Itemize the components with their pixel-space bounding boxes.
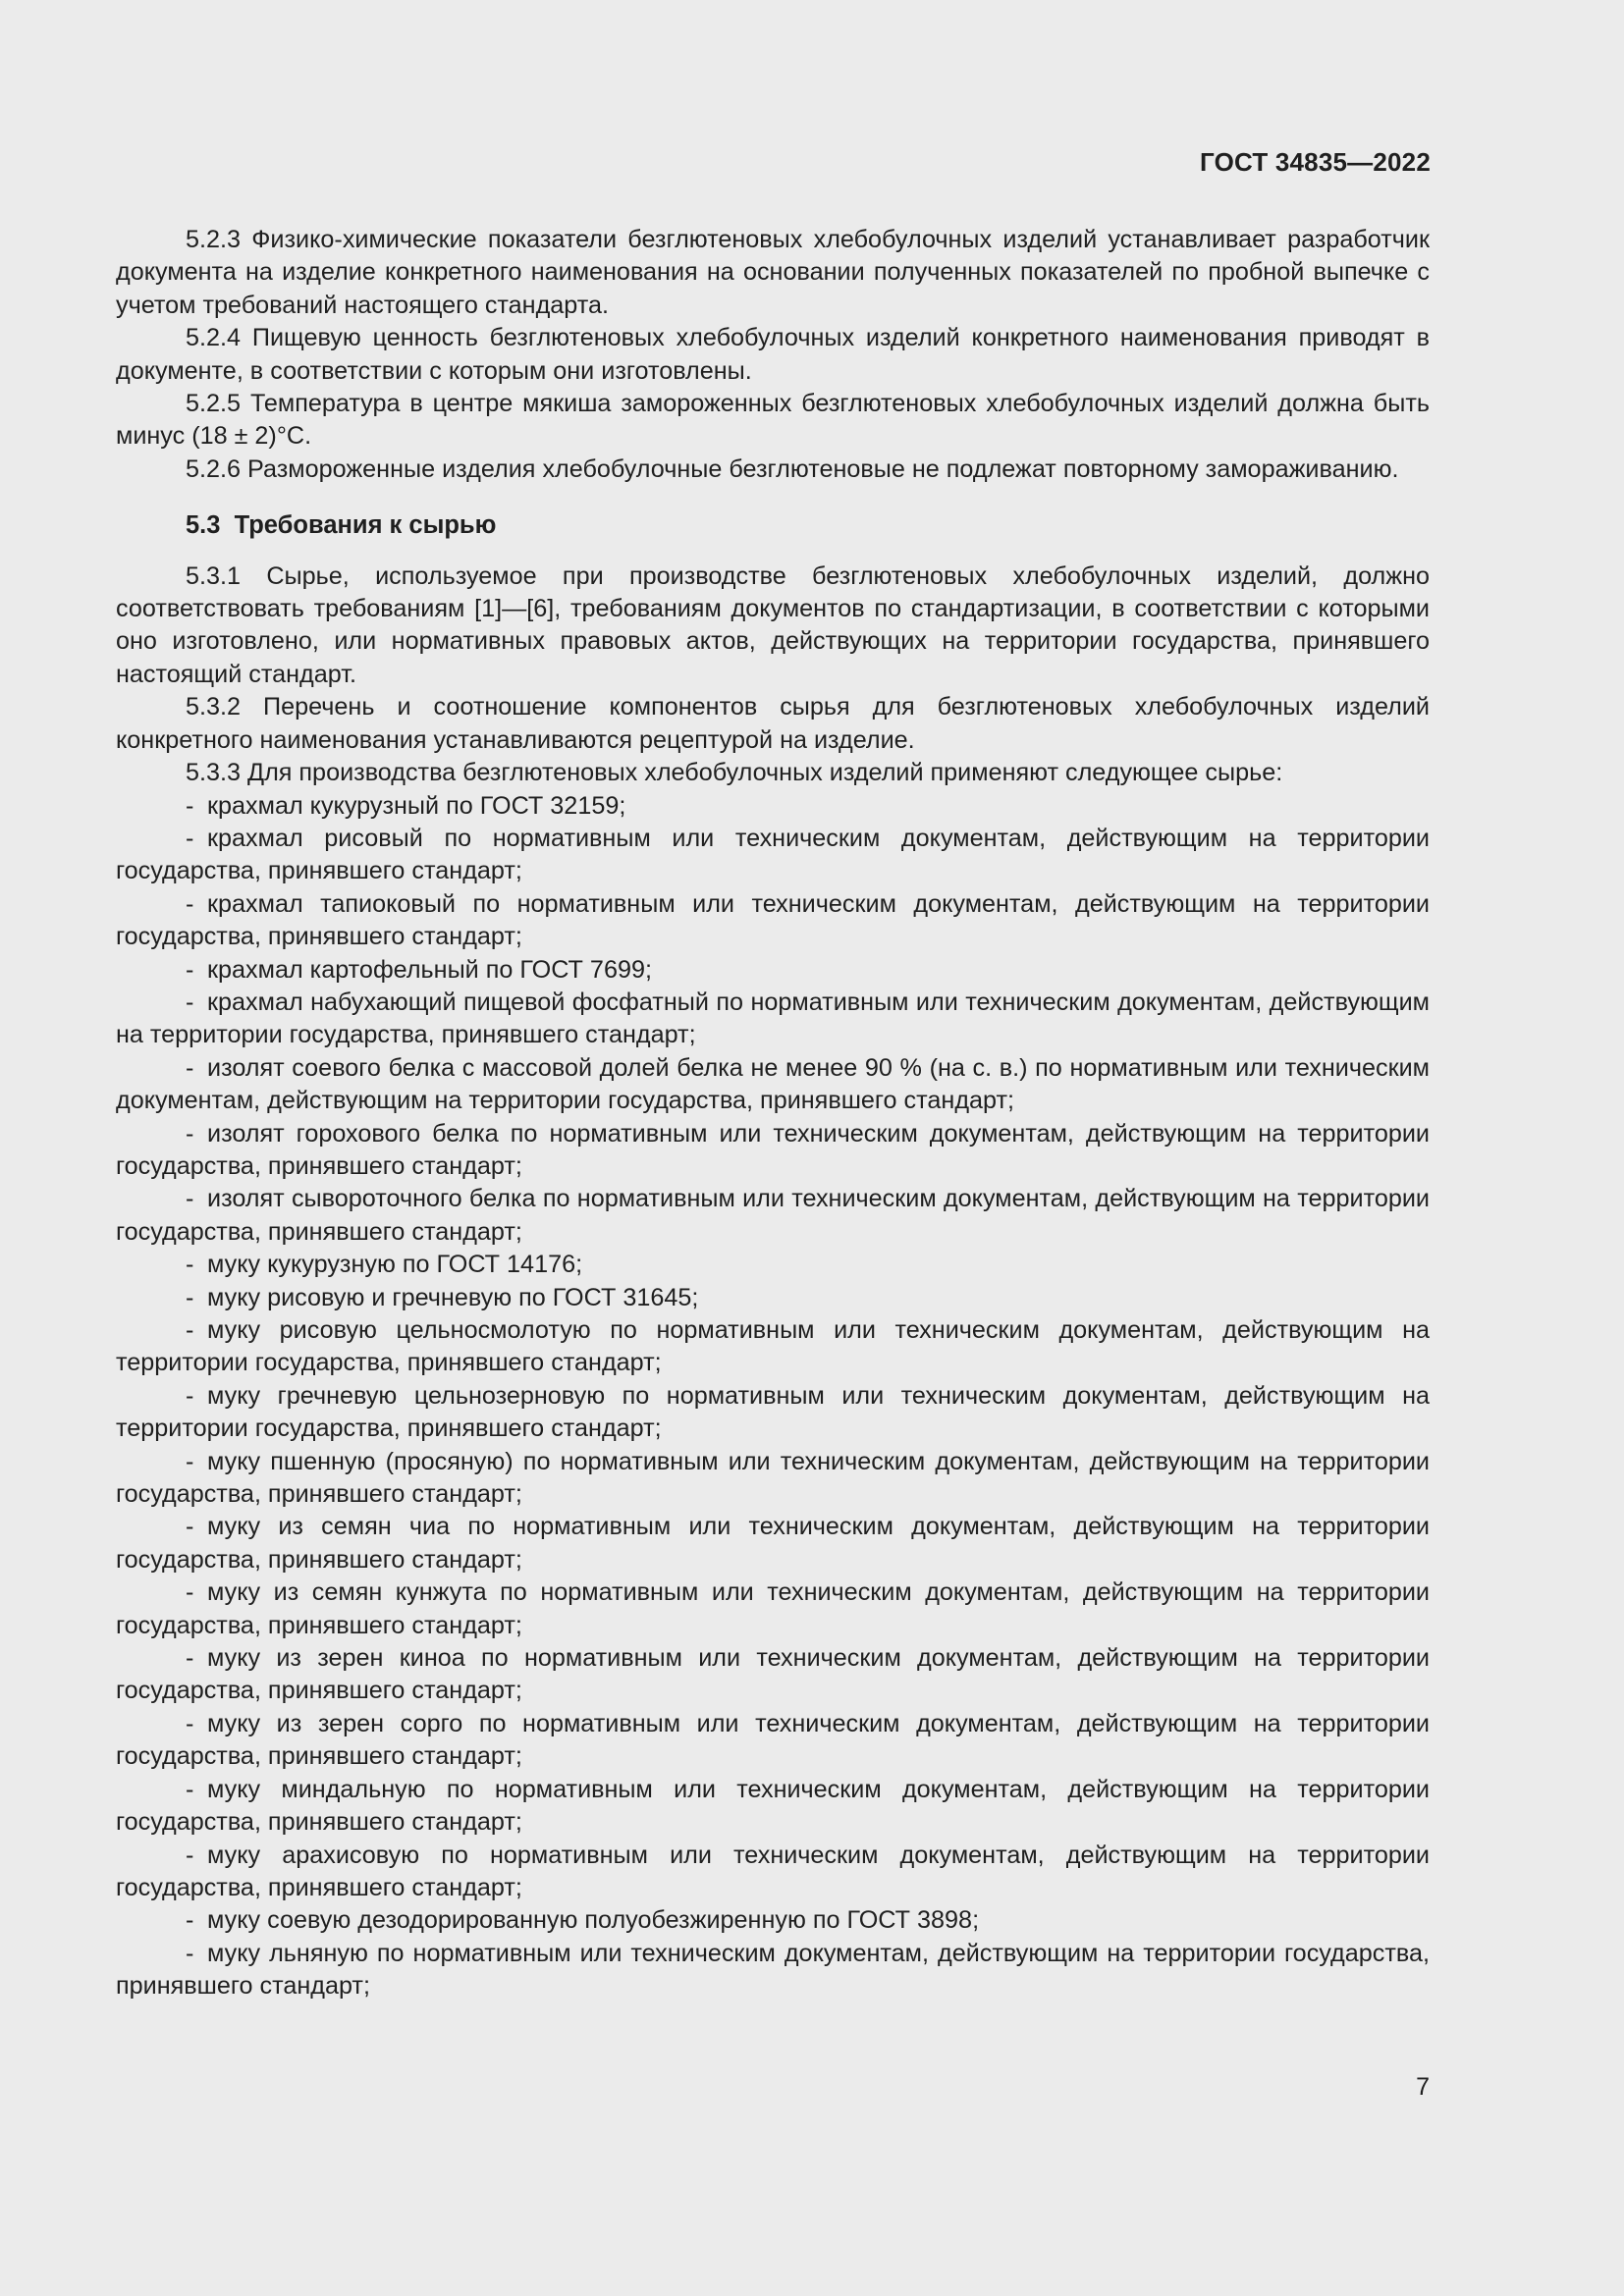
list-dash: - — [186, 1841, 194, 1869]
clause-number: 5.2.6 — [186, 454, 242, 483]
list-dash: - — [186, 1316, 194, 1344]
list-item — [116, 1774, 1430, 1840]
clause-text: Пищевую ценность безглютеновых хлебобулочных изделий конкретного наименования приводят в документе, в соответствии с которым они изготовлены. — [116, 324, 1430, 385]
paragraph-5-3-2 — [116, 691, 1430, 757]
list-dash: - — [186, 1709, 194, 1737]
list-item — [116, 1708, 1430, 1774]
paragraphs-top — [116, 224, 1430, 486]
list-item — [116, 1511, 1430, 1576]
list-dash: - — [186, 1119, 194, 1148]
document-body — [116, 224, 1430, 2003]
paragraph-5-2-3 — [116, 224, 1430, 322]
clause-text: Перечень и соотношение компонентов сырья для безглютеновых хлебобулочных изделий конкретного наименования устанавливаются рецептурой на изделие. — [116, 693, 1430, 754]
list-dash: - — [186, 1906, 194, 1935]
list-item-text: муку рисовую и гречневую по ГОСТ 31645; — [207, 1283, 699, 1311]
paragraphs-section — [116, 561, 1430, 790]
clause-number: 5.2.3 — [186, 226, 242, 253]
list-item-text: крахмал рисовый по нормативным или техническим документам, действующим на территории государства, принявшего стандарт; — [116, 824, 1430, 885]
list-dash: - — [186, 988, 194, 1016]
clause-text: Сырье, используемое при производстве безглютеновых хлебобулочных изделий, должно соответствовать требованиям [1]—[6], требованиям документов по стандартизации, в соответствии с которыми оно изготовлено, или нормативных правовых актов, действующих на территории государства, принявшего настоящий стандарт. — [116, 561, 1430, 688]
list-item — [116, 1642, 1430, 1708]
list-item — [116, 1380, 1430, 1446]
list-dash: - — [186, 955, 194, 984]
section-title: Требования к сырью — [234, 511, 497, 540]
clause-number: 5.3.3 — [186, 759, 242, 787]
list-dash: - — [186, 1381, 194, 1410]
list-dash: - — [186, 1283, 194, 1311]
list-item-text: крахмал набухающий пищевой фосфатный по нормативным или техническим документам, действующим на территории государства, принявшего стандарт; — [116, 988, 1430, 1049]
list-dash: - — [186, 824, 194, 852]
list-item — [116, 1183, 1430, 1249]
clause-number: 5.2.5 — [186, 390, 242, 418]
list-dash: - — [186, 791, 194, 820]
paragraph-5-2-5 — [116, 388, 1430, 454]
list-item — [116, 1282, 1430, 1314]
list-dash: - — [186, 1513, 194, 1541]
section-heading — [116, 509, 1430, 542]
list-dash: - — [186, 1939, 194, 1967]
list-item — [116, 1118, 1430, 1184]
list-item-text: муку миндальную по нормативным или техническим документам, действующим на территории государства, принявшего стандарт; — [116, 1775, 1430, 1837]
clause-text: Температура в центре мякиша замороженных безглютеновых хлебобулочных изделий должна быть минус (18 ± 2)°С. — [116, 390, 1430, 451]
list-dash: - — [186, 1185, 194, 1213]
list-item-text: крахмал тапиоковый по нормативным или техническим документам, действующим на территории государства, принявшего стандарт; — [116, 889, 1430, 951]
list-item — [116, 1446, 1430, 1512]
list-item — [116, 954, 1430, 987]
paragraph-5-2-6 — [116, 454, 1430, 486]
list-item-text: изолят соевого белка с массовой долей белка не менее 90 % (на с. в.) по нормативным или техническим документам, действующим на территории государства, принявшего стандарт; — [116, 1053, 1430, 1115]
list-item — [116, 1576, 1430, 1642]
list-item-text: муку пшенную (просяную) по нормативным или техническим документам, действующим на территории государства, принявшего стандарт; — [116, 1447, 1430, 1509]
list-item — [116, 1314, 1430, 1380]
list-dash: - — [186, 889, 194, 918]
clause-number: 5.2.4 — [186, 324, 242, 352]
list-item — [116, 1904, 1430, 1937]
list-dash: - — [186, 1578, 194, 1607]
list-dash: - — [186, 1447, 194, 1475]
clause-text: Размороженные изделия хлебобулочные безглютеновые не подлежат повторному замораживанию. — [247, 454, 1399, 483]
list-item-text: муку льняную по нормативным или техническим документам, действующим на территории государства, принявшего стандарт; — [116, 1939, 1430, 2001]
list-dash: - — [186, 1775, 194, 1803]
clause-text: Физико-химические показатели безглютеновых хлебобулочных изделий устанавливает разработчик документа на изделие конкретного наименования на основании полученных показателей по пробной выпечке с учетом требований настоящего стандарта. — [116, 226, 1431, 319]
list-item-text: крахмал картофельный по ГОСТ 7699; — [207, 955, 652, 984]
list-item-text: муку из семян чиа по нормативным или техническим документам, действующим на территории государства, принявшего стандарт; — [116, 1513, 1430, 1574]
list-item-text: крахмал кукурузный по ГОСТ 32159; — [207, 791, 626, 820]
list-item — [116, 823, 1430, 888]
list-item-text: муку из зерен киноа по нормативным или техническим документам, действующим на территории государства, принявшего стандарт; — [116, 1644, 1430, 1705]
paragraph-5-2-4 — [116, 322, 1430, 388]
list-dash: - — [186, 1251, 194, 1279]
list-item — [116, 1249, 1430, 1281]
list-item — [116, 1052, 1430, 1118]
document-code-header: ГОСТ 34835—2022 — [1200, 147, 1431, 177]
list-item-text: муку соевую дезодорированную полуобезжиренную по ГОСТ 3898; — [207, 1906, 980, 1935]
list-item-text: муку гречневую цельнозерновую по нормативным или техническим документам, действующим на территории государства, принявшего стандарт; — [116, 1381, 1430, 1443]
list-item — [116, 987, 1430, 1052]
list-item-text: муку кукурузную по ГОСТ 14176; — [207, 1251, 583, 1279]
raw-materials-list — [116, 790, 1430, 2003]
list-item-text: изолят сывороточного белка по нормативным или техническим документам, действующим на территории государства, принявшего стандарт; — [116, 1185, 1430, 1246]
clause-number: 5.3.1 — [186, 561, 242, 590]
list-dash: - — [186, 1053, 194, 1082]
list-dash: - — [186, 1644, 194, 1673]
list-item-text: муку из зерен сорго по нормативным или техническим документам, действующим на территории государства, принявшего стандарт; — [116, 1709, 1430, 1771]
list-item — [116, 790, 1430, 823]
list-item-text: муку рисовую цельносмолотую по нормативным или техническим документам, действующим на территории государства, принявшего стандарт; — [116, 1316, 1430, 1377]
paragraph-5-3-3 — [116, 757, 1430, 789]
list-item — [116, 888, 1430, 954]
list-item-text: муку из семян кунжута по нормативным или техническим документам, действующим на территории государства, принявшего стандарт; — [116, 1578, 1430, 1639]
paragraph-5-3-1 — [116, 561, 1430, 692]
list-item — [116, 1938, 1430, 2003]
clause-number: 5.3.2 — [186, 693, 242, 721]
section-number: 5.3 — [186, 511, 221, 540]
clause-text: Для производства безглютеновых хлебобулочных изделий применяют следующее сырье: — [247, 759, 1283, 787]
page-number: 7 — [1416, 2073, 1430, 2101]
list-item — [116, 1840, 1430, 1905]
list-item-text: изолят горохового белка по нормативным или техническим документам, действующим на территории государства, принявшего стандарт; — [116, 1119, 1430, 1180]
list-item-text: муку арахисовую по нормативным или техническим документам, действующим на территории государства, принявшего стандарт; — [116, 1841, 1430, 1901]
